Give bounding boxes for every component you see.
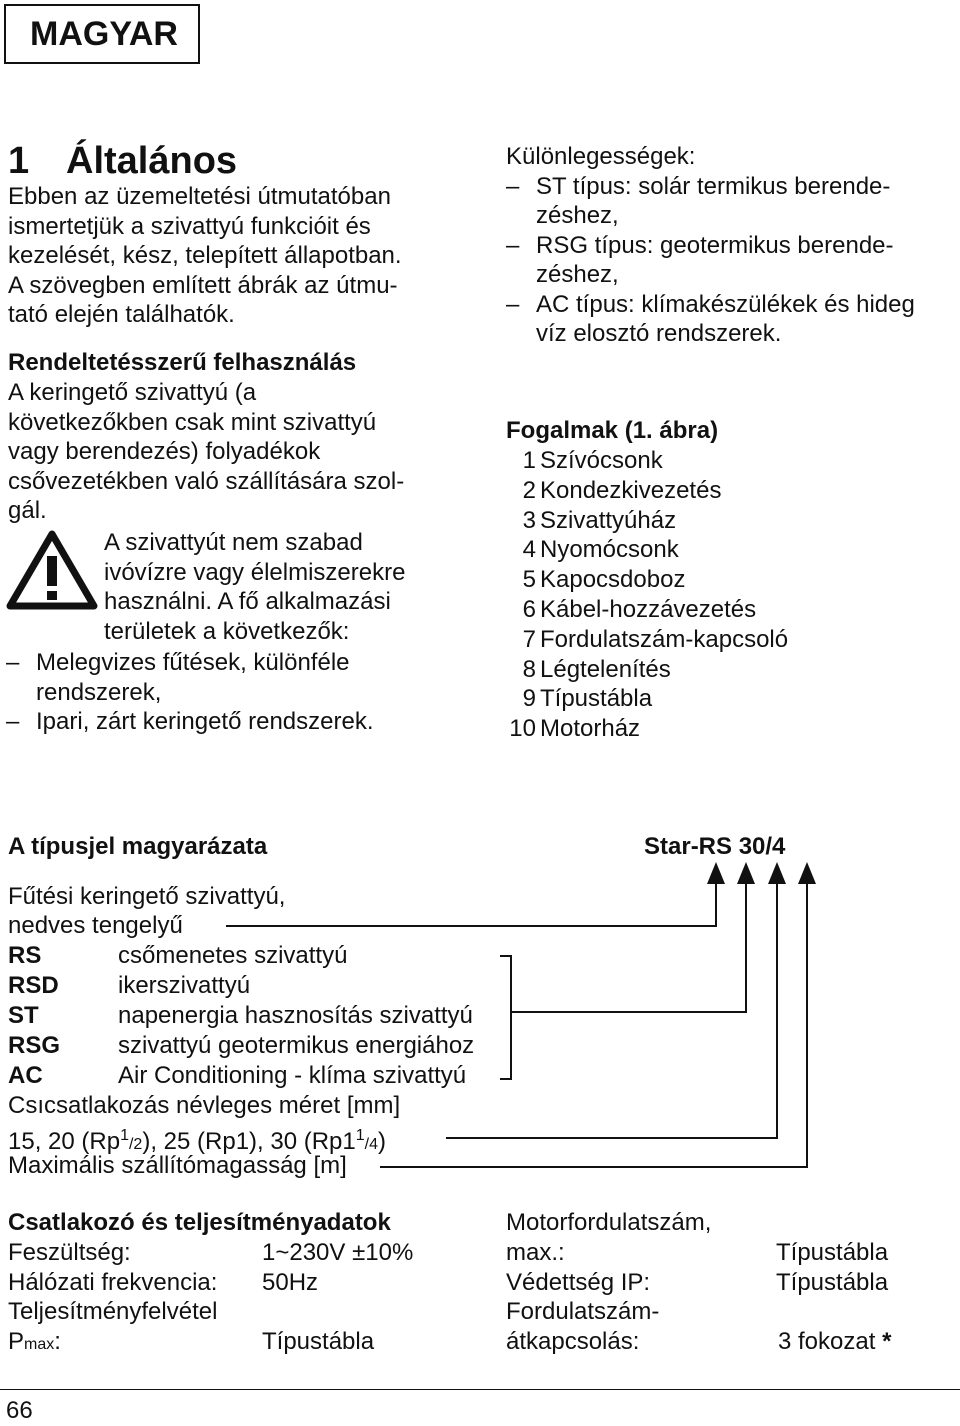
term-label: Kábel-hozzávezetés <box>540 595 757 623</box>
intro-line: kezelését, kész, telepített állapotban. <box>8 242 402 269</box>
list-item <box>504 446 788 476</box>
sizes-text: ), 25 (Rp1), 30 (Rp1 <box>142 1128 356 1155</box>
footnote-star: * <box>882 1328 892 1355</box>
intro-paragraph <box>8 182 454 330</box>
term-label: Kondezkivezetés <box>540 476 722 504</box>
term-number: 10 <box>509 715 536 743</box>
pmax-colon: : <box>54 1328 61 1355</box>
usage-line: vagy berendezés) folyadékok <box>8 438 321 465</box>
typecode-pump-line1: Fűtési keringető szivattyú, <box>8 883 286 910</box>
intro-line: ismertetjük a szivattyú funkcióit és <box>8 212 371 240</box>
terms-list <box>504 446 788 744</box>
typecode-heading: A típusjel magyarázata <box>8 833 268 860</box>
power-label-pmax <box>8 1327 61 1360</box>
code-description: Air Conditioning - klíma szivattyú <box>118 1062 467 1089</box>
list-item-line: víz elosztó rendszerek. <box>536 320 782 347</box>
term-number: 1 <box>522 447 536 474</box>
voltage-value: 1~230V ±10% <box>262 1239 414 1266</box>
term-label: Motorház <box>540 715 641 743</box>
intro-line: Ebben az üzemeltetési útmutatóban <box>8 183 391 210</box>
term-label: Fordulatszám-kapcsoló <box>540 625 789 653</box>
connector-line <box>715 882 717 927</box>
list-item <box>504 655 788 685</box>
warning-line: használni. A fő alkalmazási <box>104 588 391 615</box>
list-item-line: – RSG típus: geotermikus berende- <box>536 231 894 259</box>
term-label: Szivattyúház <box>540 506 677 534</box>
specials-heading: Különlegességek: <box>506 143 696 170</box>
connector-line <box>500 1078 512 1080</box>
warning-line: ivóvízre vagy élelmiszerekre <box>104 558 406 586</box>
list-item <box>8 1001 474 1031</box>
usage-heading: Rendeltetésszerű felhasználás <box>8 349 357 376</box>
code-label: AC <box>8 1062 43 1089</box>
list-item <box>8 941 474 971</box>
warning-line: területek a következők: <box>104 617 350 645</box>
list-item <box>504 595 788 625</box>
page-number: 66 <box>6 1397 33 1424</box>
list-item <box>504 684 788 714</box>
footer-divider <box>0 1389 960 1390</box>
list-item <box>504 625 788 655</box>
frequency-value: 50Hz <box>262 1269 319 1296</box>
connector-line <box>806 882 808 1168</box>
switch-value-text: 3 fokozat <box>778 1328 876 1355</box>
switch-value <box>778 1327 891 1357</box>
fraction-denominator: /4 <box>364 1136 378 1153</box>
code-label: RSD <box>8 972 59 999</box>
usage-line: csővezetékben való szállítására szol- <box>8 467 405 495</box>
term-number: 2 <box>522 476 536 504</box>
fraction-denominator: /2 <box>128 1136 143 1153</box>
connector-line <box>500 955 512 957</box>
code-description: szivattyú geotermikus energiához <box>118 1032 475 1059</box>
term-number: 9 <box>522 685 536 713</box>
connector-line <box>512 1011 746 1013</box>
code-label: RSG <box>8 1032 61 1059</box>
section-number: 1 <box>8 140 30 182</box>
specials-block <box>506 142 956 349</box>
usage-paragraph <box>8 378 454 526</box>
list-item-line: – Ipari, zárt keringető rendszerek. <box>36 708 374 735</box>
pmax-symbol: P <box>8 1328 25 1355</box>
speed-value: Típustábla <box>776 1239 889 1266</box>
list-item-line: zéshez, <box>536 202 619 229</box>
arrow-up-icon <box>707 862 725 884</box>
list-item <box>6 707 454 737</box>
power-value: Típustábla <box>262 1328 375 1355</box>
typecode-example: Star-RS 30/4 <box>644 833 786 860</box>
code-description: napenergia hasznosítás szivattyú <box>118 1002 473 1029</box>
usage-line: következőkben csak mint szivattyú <box>8 408 377 436</box>
arrow-up-icon <box>768 862 786 884</box>
term-label: Nyomócsonk <box>540 536 679 564</box>
connector-line <box>226 925 716 927</box>
section-title <box>8 140 237 183</box>
electrical-heading: Csatlakozó és teljesítményadatok <box>8 1209 391 1236</box>
usage-line: gál. <box>8 497 47 524</box>
sizes-text: 15, 20 (Rp <box>8 1128 121 1155</box>
list-item <box>8 1031 474 1061</box>
typecode-arrows <box>700 862 822 886</box>
code-label: RS <box>8 942 42 969</box>
connector-line <box>446 1137 777 1139</box>
term-number: 3 <box>522 506 536 534</box>
list-item <box>504 506 788 536</box>
max-head-label: Maximális szállítómagasság [m] <box>8 1152 347 1179</box>
list-item-line: rendszerek, <box>36 678 162 706</box>
power-label: Teljesítményfelvétel <box>8 1298 218 1325</box>
pmax-subscript: max <box>24 1336 55 1353</box>
code-description: ikerszivattyú <box>118 972 251 999</box>
term-number: 5 <box>522 566 536 594</box>
connector-line <box>745 882 747 1013</box>
warning-paragraph <box>104 528 454 646</box>
term-number: 8 <box>522 655 536 683</box>
list-item <box>6 648 454 707</box>
ip-value: Típustábla <box>776 1269 889 1296</box>
term-label: Szívócsonk <box>540 447 663 474</box>
list-item-line: – Melegvizes fűtések, különféle <box>36 649 350 676</box>
term-label: Kapocsdoboz <box>540 566 686 594</box>
list-item <box>506 172 956 231</box>
fraction-numerator: 1 <box>120 1127 129 1144</box>
typecode-codes <box>8 941 474 1091</box>
frequency-label: Hálózati frekvencia: <box>8 1269 218 1296</box>
list-item <box>506 231 956 290</box>
list-item <box>8 971 474 1001</box>
language-label: MAGYAR <box>4 4 200 64</box>
fraction-numerator: 1 <box>355 1127 365 1144</box>
intro-line: A szövegben említett ábrák az útmu- <box>8 271 398 299</box>
sizes-text: ) <box>378 1128 386 1155</box>
code-label: ST <box>8 1002 39 1029</box>
warning-line: A szivattyút nem szabad <box>104 529 363 556</box>
section-heading: Általános <box>66 140 238 182</box>
list-item <box>8 1061 474 1091</box>
list-item <box>504 535 788 565</box>
typecode-pump-line2: nedves tengelyű <box>8 912 183 939</box>
intro-line: tató elején találhatók. <box>8 301 235 328</box>
connector-line <box>510 955 512 1080</box>
warning-icon <box>6 530 98 610</box>
list-item <box>504 565 788 595</box>
list-item <box>506 290 956 349</box>
code-description: csőmenetes szivattyú <box>118 942 348 969</box>
term-label: Légtelenítés <box>540 655 671 683</box>
term-number: 7 <box>522 625 536 653</box>
applications-list <box>6 648 454 737</box>
term-label: Típustábla <box>540 685 653 713</box>
usage-line: A keringető szivattyú (a <box>8 379 257 406</box>
connection-size-label: Csıcsatlakozás névleges méret [mm] <box>8 1092 401 1119</box>
term-number: 6 <box>522 595 536 623</box>
list-item <box>504 714 788 744</box>
list-item-line: zéshez, <box>536 261 619 288</box>
speed-label-max: max.: <box>506 1239 565 1266</box>
term-number: 4 <box>522 536 536 564</box>
list-item-line: – AC típus: klímakészülékek és hideg <box>536 290 915 318</box>
connector-line <box>776 882 778 1139</box>
arrow-up-icon <box>737 862 755 884</box>
arrow-up-icon <box>798 862 816 884</box>
switch-label: Fordulatszám- <box>506 1298 660 1325</box>
voltage-label: Feszültség: <box>8 1239 131 1266</box>
list-item <box>504 476 788 506</box>
list-item-line: – ST típus: solár termikus berende- <box>536 172 891 200</box>
connector-line <box>380 1166 807 1168</box>
switch-label-2: átkapcsolás: <box>506 1328 640 1355</box>
speed-label: Motorfordulatszám, <box>506 1209 712 1236</box>
terms-heading: Fogalmak (1. ábra) <box>506 417 719 444</box>
ip-label: Védettség IP: <box>506 1269 651 1296</box>
